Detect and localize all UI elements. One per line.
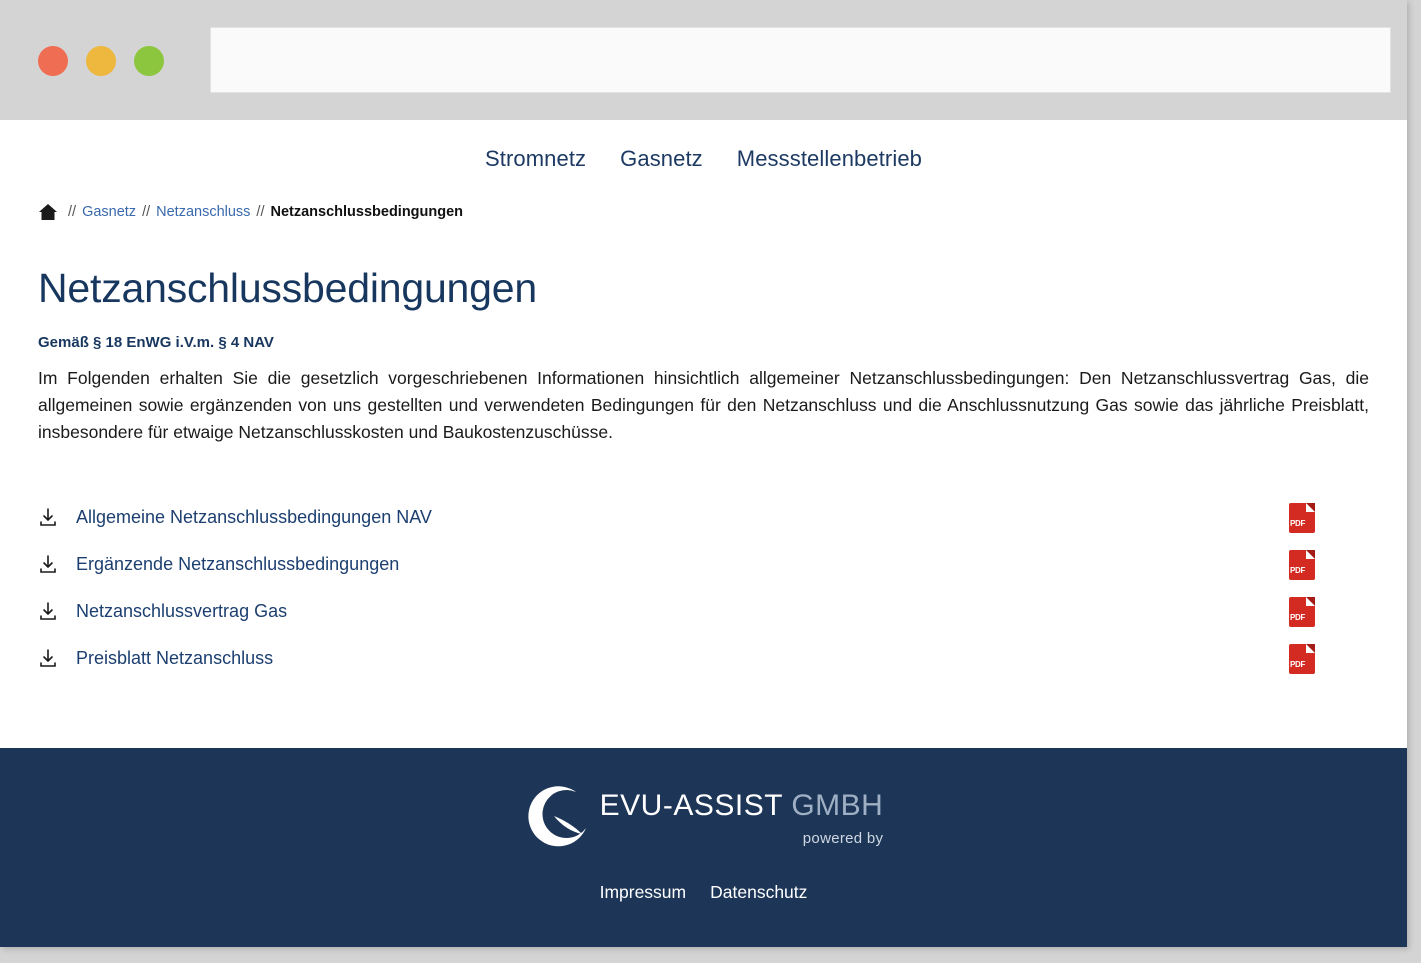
download-item-left (38, 507, 1289, 528)
download-item-left (38, 648, 1289, 669)
pdf-icon (1289, 503, 1315, 533)
breadcrumb-current: Netzanschlussbedingungen (270, 204, 464, 220)
pdf-icon (1289, 550, 1315, 580)
footer-logo (524, 782, 884, 856)
site-footer (0, 748, 1407, 947)
download-item-label: Preisblatt Netzanschluss (76, 648, 274, 669)
pdf-icon-label: PDF (1290, 518, 1306, 528)
breadcrumb-item-gasnetz[interactable]: Gasnetz (82, 204, 137, 220)
download-icon (38, 508, 58, 528)
footer-links (600, 882, 808, 903)
footer-logo-text (600, 791, 884, 847)
home-icon[interactable] (38, 203, 58, 221)
close-window-button[interactable] (38, 46, 68, 76)
evu-assist-logo-icon (524, 782, 598, 856)
download-item-label: Ergänzende Netzanschlussbedingungen (76, 554, 400, 575)
breadcrumb (0, 190, 1407, 221)
footer-link-datenschutz[interactable]: Datenschutz (710, 882, 808, 902)
breadcrumb-item-netzanschluss[interactable]: Netzanschluss (156, 204, 251, 220)
download-item[interactable] (38, 588, 1369, 635)
browser-titlebar (0, 0, 1407, 120)
pdf-icon-label: PDF (1290, 612, 1306, 622)
page-content (0, 120, 1407, 947)
download-item[interactable] (38, 541, 1369, 588)
page-subtitle: Gemäß § 18 EnWG i.V.m. § 4 NAV (38, 334, 274, 351)
breadcrumb-separator: // (142, 204, 151, 220)
breadcrumb-separator: // (68, 204, 77, 220)
download-icon (38, 555, 58, 575)
download-item-left (38, 554, 1289, 575)
nav-item-messstellenbetrieb[interactable]: Messstellenbetrieb (736, 146, 923, 171)
minimize-window-button[interactable] (86, 46, 116, 76)
pdf-icon (1289, 597, 1315, 627)
footer-link-impressum[interactable]: Impressum (599, 882, 687, 902)
breadcrumb-separator: // (256, 204, 265, 220)
pdf-icon-label: PDF (1290, 659, 1306, 669)
nav-item-stromnetz[interactable]: Stromnetz (484, 146, 587, 171)
main-navigation (0, 120, 1407, 190)
download-list (0, 494, 1407, 682)
download-item[interactable] (38, 635, 1369, 682)
address-bar[interactable] (210, 27, 1391, 93)
download-icon (38, 649, 58, 669)
maximize-window-button[interactable] (134, 46, 164, 76)
footer-logo-main (600, 791, 884, 821)
nav-item-gasnetz[interactable]: Gasnetz (620, 146, 703, 171)
window-controls (38, 46, 164, 76)
pdf-icon-label: PDF (1290, 565, 1306, 575)
download-item-label: Allgemeine Netzanschlussbedingungen NAV (76, 507, 432, 528)
download-icon (38, 602, 58, 622)
address-input[interactable] (211, 28, 1390, 92)
footer-logo-name: EVU-ASSIST (599, 789, 783, 822)
download-item-left (38, 601, 1289, 622)
page-title: Netzanschlussbedingungen (38, 265, 537, 311)
footer-logo-suffix: GMBH (791, 789, 884, 822)
footer-logo-tagline: powered by (802, 830, 884, 847)
pdf-icon (1289, 644, 1315, 674)
download-item-label: Netzanschlussvertrag Gas (76, 601, 288, 622)
intro-paragraph: Im Folgenden erhalten Sie die gesetzlich vorgeschriebenen Informationen hinsichtlich allgemeiner Netzanschlussbedingungen: Den Netzanschlussvertrag Gas, die allgemeinen sowie ergänzenden von uns gestellten und verwendeten Bedingungen für den Netzanschluss und die Anschlussnutzung Gas sowie das jährliche Preisblatt, insbesondere für etwaige Netzanschlusskosten und Baukostenzuschüsse. (38, 368, 1369, 443)
download-item[interactable] (38, 494, 1369, 541)
